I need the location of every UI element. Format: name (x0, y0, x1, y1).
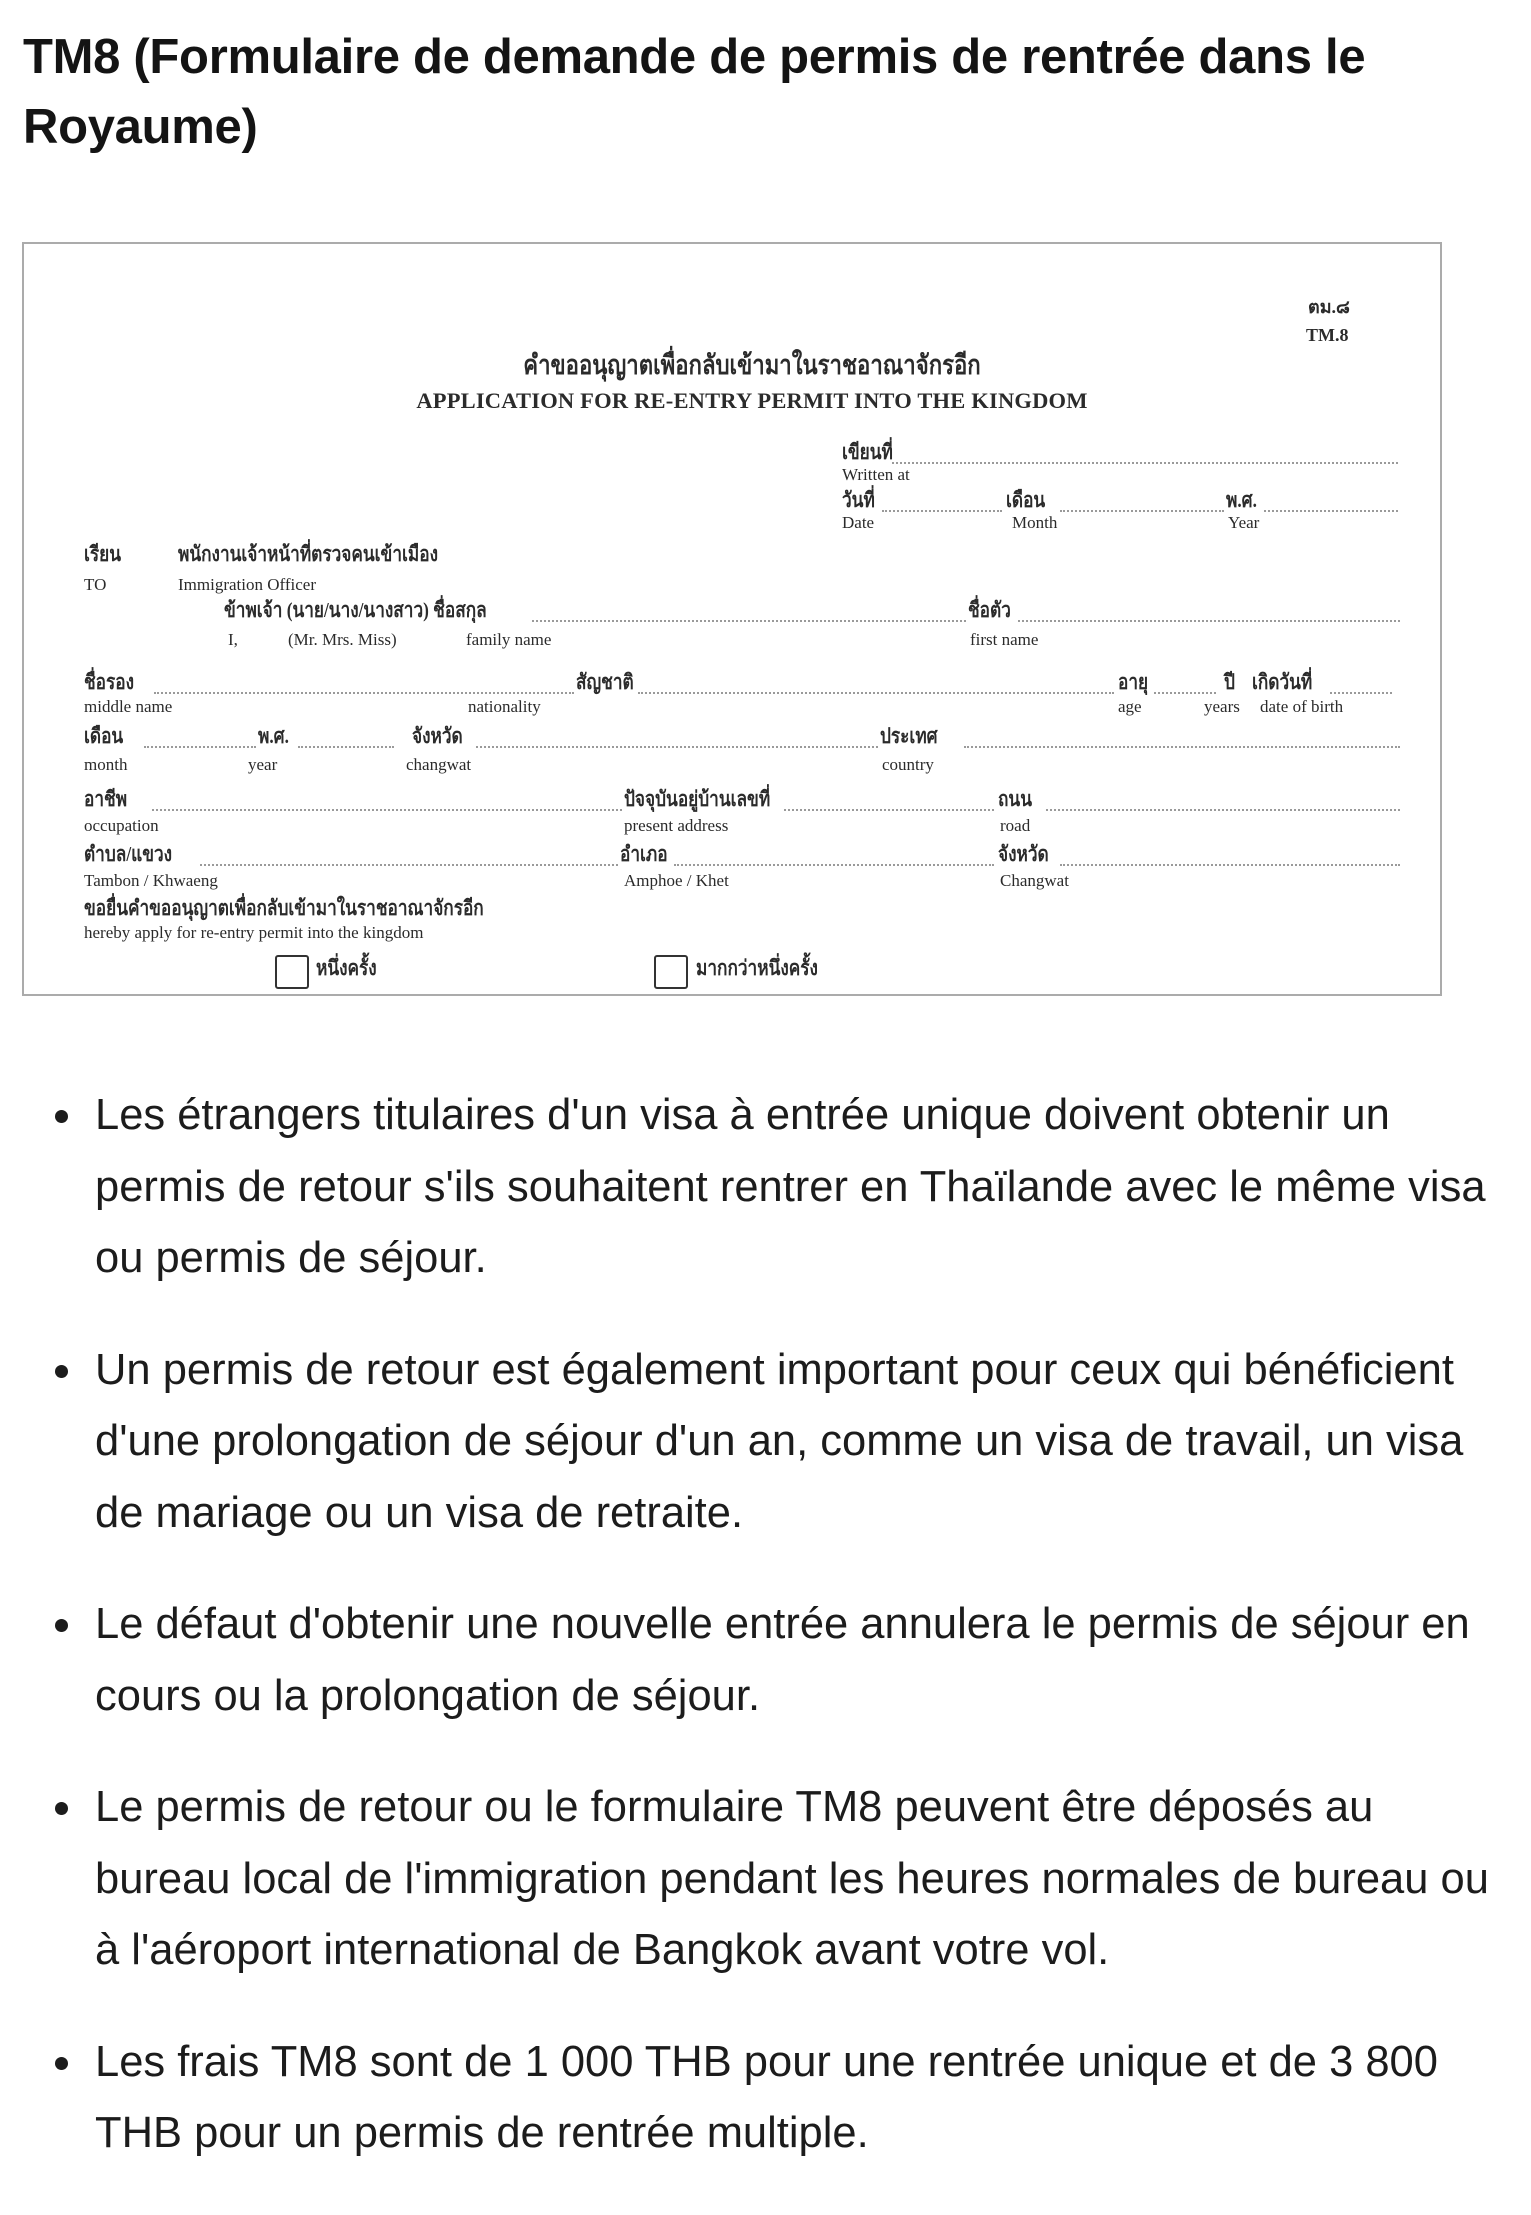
bullet-icon (55, 1110, 68, 1123)
form-code-thai: ตม.๘ (1308, 297, 1350, 317)
age-field[interactable] (1154, 692, 1216, 694)
age-label: age (1118, 697, 1142, 716)
birth-changwat-field[interactable] (476, 746, 878, 748)
occupation-label: occupation (84, 816, 159, 835)
date-field[interactable] (882, 510, 1002, 512)
title-options-label: (Mr. Mrs. Miss) (288, 630, 397, 649)
province-label: Changwat (1000, 871, 1069, 890)
page-title: TM8 (Formulaire de demande de permis de rentrée dans le Royaume) (23, 30, 1366, 154)
birth-month-field[interactable] (144, 746, 256, 748)
bullet-icon (55, 2057, 68, 2070)
multiple-entry-checkbox[interactable] (654, 955, 688, 989)
written-at-label: Written at (842, 465, 910, 484)
bullet-icon (55, 1619, 68, 1632)
form-title-english: APPLICATION FOR RE-ENTRY PERMIT INTO THE KINGDOM (416, 388, 1088, 413)
country-field[interactable] (964, 746, 1400, 748)
road-field[interactable] (1046, 809, 1400, 811)
form-title-thai: คำขออนุญาตเพื่อกลับเข้ามาในราชอาณาจักรอีก (523, 350, 981, 380)
tambon-label-thai: ตำบล/แขวง (84, 842, 173, 866)
birth-month-label: month (84, 755, 128, 774)
dob-label: date of birth (1260, 697, 1344, 716)
single-entry-label-thai: หนึ่งครั้ง (316, 956, 377, 980)
age-label-thai: อายุ (1118, 670, 1149, 694)
list-item (0, 1080, 1531, 1295)
form-code: TM.8 (1306, 325, 1349, 345)
list-item (0, 1335, 1531, 1550)
month-field[interactable] (1060, 510, 1224, 512)
birth-month-label-thai: เดือน (84, 724, 124, 748)
country-label: country (882, 755, 934, 774)
amphoe-label: Amphoe / Khet (624, 871, 729, 890)
multiple-entry-label-thai: มากกว่าหนึ่งครั้ง (696, 956, 818, 980)
to-label: TO (84, 575, 107, 594)
changwat-label-thai: จังหวัด (412, 724, 463, 748)
birth-year-label: year (248, 755, 278, 774)
province-field[interactable] (1060, 864, 1400, 866)
birth-year-field[interactable] (298, 746, 394, 748)
list-item-text: Le permis de retour ou le formulaire TM8 peuvent être déposés au bureau local de l'immigration pendant les heures normales de bureau ou à l'aéroport international de Bangkok avant votre vol. (95, 1783, 1489, 1974)
road-label-thai: ถนน (998, 787, 1032, 811)
dob-label-thai: เกิดวันที่ (1252, 670, 1313, 694)
province-label-thai: จังหวัด (998, 842, 1049, 866)
list-item (0, 2027, 1531, 2170)
tm8-form-image (22, 242, 1442, 996)
first-name-field[interactable] (1018, 620, 1400, 622)
apply-label-thai: ขอยื่นคำขออนุญาตเพื่อกลับเข้ามาในราชอาณาจักรอีก (84, 896, 484, 920)
amphoe-label-thai: อำเภอ (620, 842, 668, 866)
nationality-label-thai: สัญชาติ (576, 670, 634, 694)
present-address-label-thai: ปัจจุบันอยู่บ้านเลขที่ (624, 787, 771, 811)
family-name-label-thai: ข้าพเจ้า (นาย/นาง/นางสาว) ชื่อสกุล (224, 598, 487, 622)
bullet-icon (55, 1365, 68, 1378)
single-entry-checkbox[interactable] (275, 955, 309, 989)
list-item (0, 1589, 1531, 1732)
birth-year-label-thai: พ.ศ. (258, 724, 289, 748)
years-label-thai: ปี (1224, 670, 1235, 694)
date-label-thai: วันที่ (842, 488, 875, 512)
road-label: road (1000, 816, 1031, 835)
middle-name-label: middle name (84, 697, 173, 716)
tambon-field[interactable] (200, 864, 618, 866)
month-label-thai: เดือน (1006, 488, 1046, 512)
present-address-label: present address (624, 816, 729, 835)
present-address-field[interactable] (784, 809, 994, 811)
year-label-thai: พ.ศ. (1226, 488, 1257, 512)
country-label-thai: ประเทศ (880, 724, 938, 748)
to-label-thai: เรียน (84, 542, 122, 566)
i-label: I, (228, 630, 238, 649)
occupation-field[interactable] (152, 809, 622, 811)
officer-label: Immigration Officer (178, 575, 317, 594)
info-bullet-list (0, 1080, 1531, 2210)
first-name-label-thai: ชื่อตัว (968, 598, 1011, 622)
changwat-label: changwat (406, 755, 472, 774)
month-label: Month (1012, 513, 1058, 532)
written-at-label-thai: เขียนที่ (842, 440, 893, 464)
family-name-label: family name (466, 630, 552, 649)
list-item-text: Les frais TM8 sont de 1 000 THB pour une rentrée unique et de 3 800 THB pour un permis de rentrée multiple. (95, 2037, 1438, 2157)
date-label: Date (842, 513, 875, 532)
apply-label: hereby apply for re-entry permit into the kingdom (84, 923, 424, 942)
family-name-field[interactable] (532, 620, 966, 622)
officer-label-thai: พนักงานเจ้าหน้าที่ตรวจคนเข้าเมือง (178, 542, 438, 566)
occupation-label-thai: อาชีพ (84, 787, 128, 811)
list-item-text: Le défaut d'obtenir une nouvelle entrée annulera le permis de séjour en cours ou la prolongation de séjour. (95, 1600, 1470, 1720)
middle-name-field[interactable] (154, 692, 574, 694)
first-name-label: first name (970, 630, 1039, 649)
year-label: Year (1228, 513, 1260, 532)
amphoe-field[interactable] (674, 864, 994, 866)
years-label: years (1204, 697, 1240, 716)
middle-name-label-thai: ชื่อรอง (84, 670, 135, 694)
list-item (0, 1772, 1531, 1987)
list-item-text: Les étrangers titulaires d'un visa à entrée unique doivent obtenir un permis de retour s'ils souhaitent rentrer en Thaïlande avec le même visa ou permis de séjour. (95, 1091, 1486, 1282)
nationality-label: nationality (468, 697, 541, 716)
nationality-field[interactable] (638, 692, 1114, 694)
year-field[interactable] (1264, 510, 1398, 512)
dob-field[interactable] (1330, 692, 1392, 694)
list-item-text: Un permis de retour est également important pour ceux qui bénéficient d'une prolongation de séjour d'un an, comme un visa de travail, un visa de mariage ou un visa de retraite. (95, 1345, 1464, 1537)
tambon-label: Tambon / Khwaeng (84, 871, 218, 890)
bullet-icon (55, 1802, 68, 1815)
written-at-field[interactable] (892, 462, 1398, 464)
